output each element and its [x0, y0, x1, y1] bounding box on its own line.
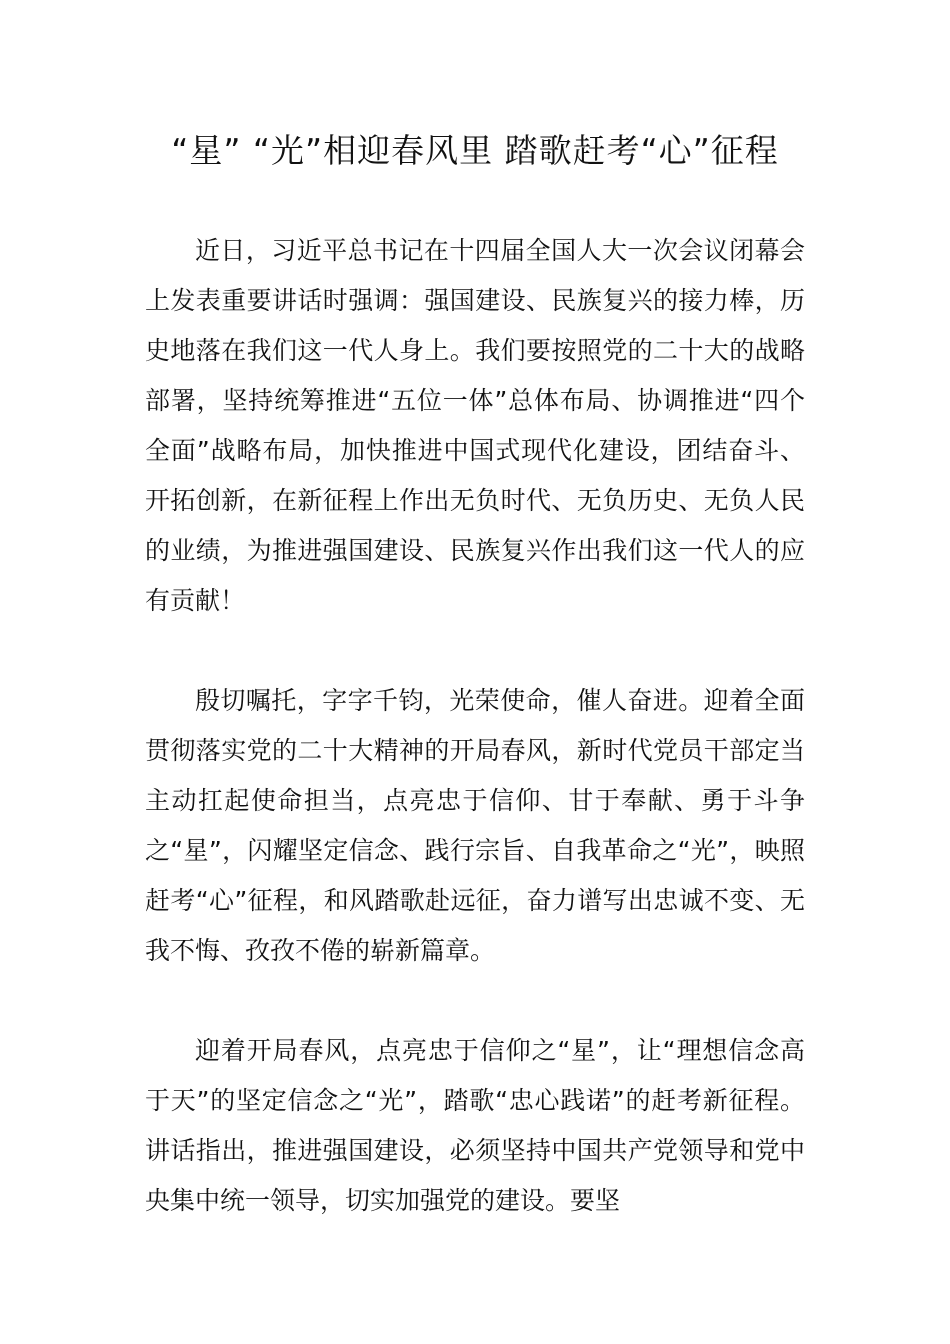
document-title: “星” “光”相迎春风里 踏歌赶考“心”征程 — [171, 131, 779, 170]
paragraph-3: 迎着开局春风，点亮忠于信仰之“星”，让“理想信念高于天”的坚定信念之“光”，踏歌“忠心践诺”的赶考新征程。讲话指出，推进强国建设，必须坚持中国共产党领导和党中央集中统一领导，切实加强党的建设。要坚 — [145, 1036, 805, 1215]
paragraph-2: 殷切嘱托，字字千钧，光荣使命，催人奋进。迎着全面贯彻落实党的二十大精神的开局春风，新时代党员干部定当主动扛起使命担当，点亮忠于信仰、甘于奉献、勇于斗争之“星”，闪耀坚定信念、践行宗旨、自我革命之“光”，映照赶考“心”征程，和风踏歌赴远征，奋力谱写出忠诚不变、无我不悔、孜孜不倦的崭新篇章。 — [145, 686, 805, 965]
document-body — [145, 226, 805, 1276]
paragraph-1: 近日，习近平总书记在十四届全国人大一次会议闭幕会上发表重要讲话时强调：强国建设、民族复兴的接力棒，历史地落在我们这一代人身上。我们要按照党的二十大的战略部署，坚持统筹推进“五位一体”总体布局、协调推进“四个全面”战略布局，加快推进中国式现代化建设，团结奋斗、开拓创新，在新征程上作出无负时代、无负历史、无负人民的业绩，为推进强国建设、民族复兴作出我们这一代人的应有贡献！ — [145, 236, 805, 615]
